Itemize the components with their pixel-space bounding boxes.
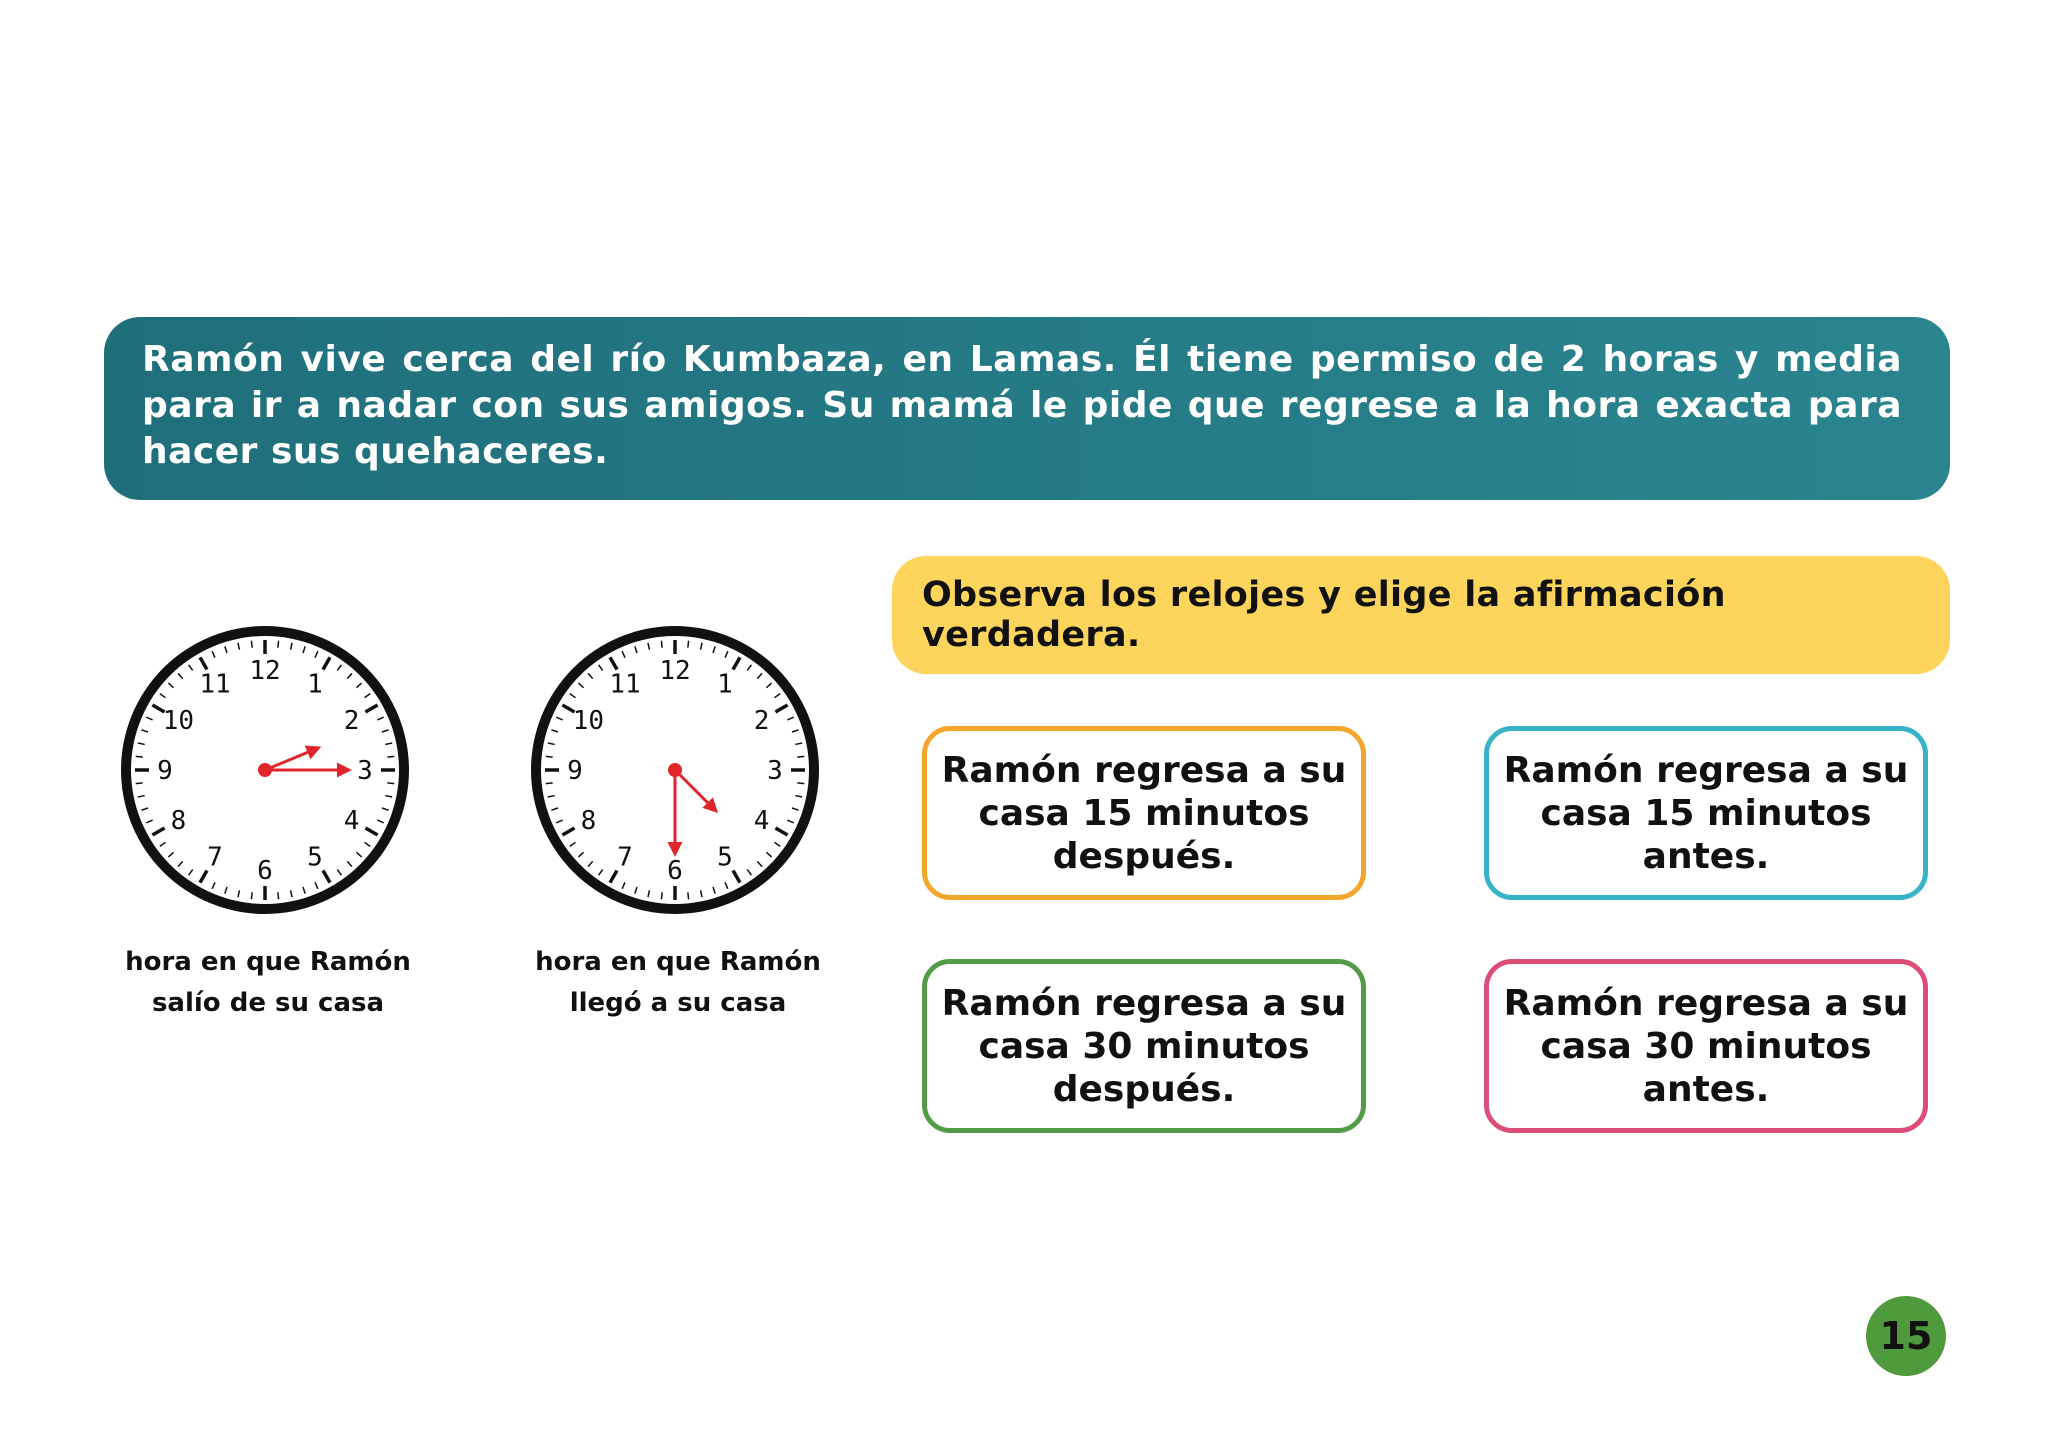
caption-line: salío de su casa [151,988,385,1018]
option-text-line: Ramón regresa a su [1503,749,1909,791]
clock-departure-caption [118,942,418,1024]
clock-number: 8 [170,806,187,836]
option-15-min-after[interactable] [922,726,1366,900]
minute-tick [278,641,279,648]
clock-number: 10 [572,706,605,736]
clock-number: 10 [162,706,195,736]
option-text-line: Ramón regresa a su [941,749,1347,791]
clock-number: 1 [717,669,733,700]
minute-tick [251,641,252,648]
option-text-line: después. [1052,835,1236,877]
clock-number: 6 [667,856,683,886]
clock-number: 9 [567,756,583,786]
option-text-line: casa 15 minutos [978,792,1310,834]
clock-arrival [525,620,825,920]
clock-number: 7 [617,842,633,873]
option-30-min-before[interactable] [1484,959,1928,1133]
option-text-line: Ramón regresa a su [941,982,1347,1024]
clock-number: 7 [207,842,223,873]
clock-number: 8 [580,806,597,836]
option-text-line: casa 30 minutos [978,1025,1310,1067]
minute-tick [136,756,143,757]
clock-number: 2 [343,706,360,736]
option-15-min-before[interactable] [1484,726,1928,900]
option-text-line: antes. [1642,835,1770,877]
clock-number: 6 [257,856,273,886]
clock-number: 9 [157,756,173,786]
center-pin [258,763,272,777]
clock-number: 12 [249,656,281,686]
minute-tick [797,756,804,757]
clock-number: 5 [307,842,323,873]
problem-text: Ramón vive cerca del río Kumbaza, en Lamas. Él tiene permiso de 2 horas y media para ir a nadar con sus amigos. Su mamá le pide que regrese a la hora exacta para hacer sus quehaceres. [142,339,1902,472]
option-text-line: casa 15 minutos [1540,792,1872,834]
clock-departure [115,620,415,920]
minute-tick [797,783,804,784]
clock-number: 4 [753,806,770,836]
minute-tick [688,892,689,899]
minute-tick [136,783,143,784]
clock-number: 1 [307,669,323,700]
center-pin [668,763,682,777]
minute-tick [688,641,689,648]
clock-number: 11 [609,669,641,700]
option-text-line: casa 30 minutos [1540,1025,1872,1067]
minute-tick [387,756,394,757]
minute-tick [546,756,553,757]
clock-number: 5 [717,842,733,873]
caption-line: hora en que Ramón [535,947,821,977]
problem-banner [104,317,1950,500]
option-text-line: Ramón regresa a su [1503,982,1909,1024]
option-text-line: antes. [1642,1068,1770,1110]
minute-tick [387,783,394,784]
option-text-line: después. [1052,1068,1236,1110]
caption-line: hora en que Ramón [125,947,411,977]
clock-number: 12 [659,656,691,686]
minute-tick [661,892,662,899]
option-30-min-after[interactable] [922,959,1366,1133]
instruction-text: Observa los relojes y elige la afirmación verdadera. [922,575,1726,655]
clock-arrival-caption [528,942,828,1024]
page-number: 15 [1879,1314,1933,1358]
minute-tick [661,641,662,648]
clock-number: 3 [357,756,373,786]
clock-number: 11 [199,669,231,700]
clock-number: 2 [753,706,770,736]
instruction-box [892,556,1950,674]
minute-tick [278,892,279,899]
caption-line: llegó a su casa [569,988,787,1018]
page-number-badge [1866,1296,1946,1376]
minute-tick [546,783,553,784]
minute-tick [251,892,252,899]
clock-number: 3 [767,756,783,786]
clock-number: 4 [343,806,360,836]
